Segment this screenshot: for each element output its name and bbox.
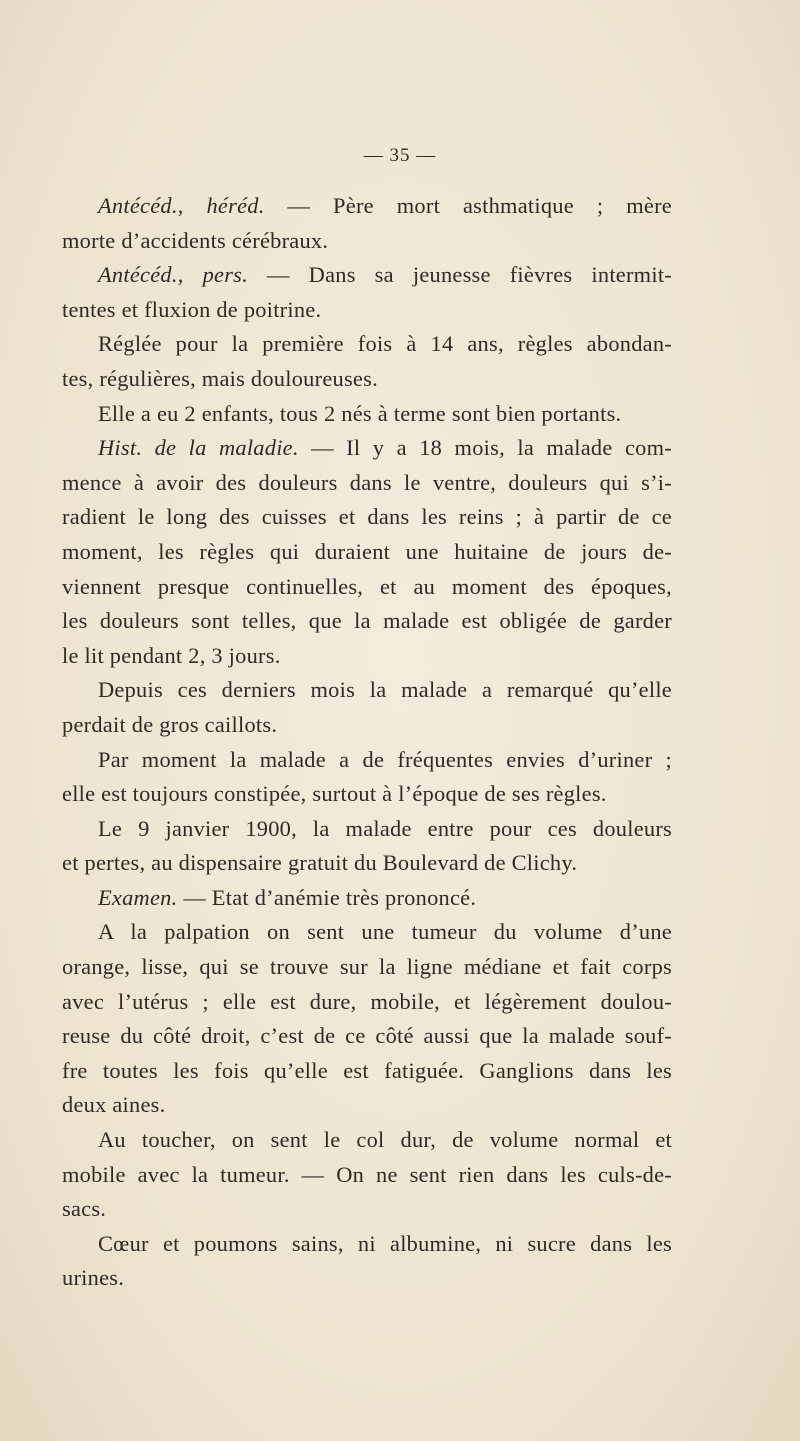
text-segment: deux aines.: [62, 1092, 166, 1118]
text-segment: avec l’utérus ; elle est dure, mobile, et légèrement doulou-: [62, 988, 672, 1014]
text-segment: — Dans sa jeunesse fièvres intermit-: [247, 262, 672, 288]
text-segment: et pertes, au dispensaire gratuit du Boulevard de Clichy.: [62, 850, 578, 876]
text-segment: perdait de gros caillots.: [62, 711, 278, 737]
text-line: [62, 985, 672, 1020]
text-segment: Par moment la malade a de fréquentes envies d’uriner ;: [98, 746, 672, 772]
text-segment: urines.: [62, 1265, 125, 1291]
text-line: [62, 950, 672, 985]
text-segment: Au toucher, on sent le col dur, de volume normal et: [98, 1127, 672, 1153]
text-line: [62, 846, 672, 881]
page-number: — 35 —: [363, 145, 437, 166]
text-line: [62, 1261, 672, 1296]
text-line: [62, 1019, 672, 1054]
text-line: [62, 604, 672, 639]
text-line: [62, 362, 672, 397]
text-segment: — Il y a 18 mois, la malade com-: [298, 435, 672, 461]
text-segment: tentes et fluxion de poitrine.: [62, 296, 322, 322]
text-segment: Elle a eu 2 enfants, tous 2 nés à terme sont bien portants.: [98, 400, 622, 426]
text-segment: mence à avoir des douleurs dans le ventre, douleurs qui s’i-: [62, 469, 672, 495]
text-line: [62, 1054, 672, 1089]
text-segment: fre toutes les fois qu’elle est fatiguée. Ganglions dans les: [62, 1057, 672, 1083]
text-segment: viennent presque continuelles, et au moment des époques,: [62, 573, 672, 599]
text-segment: morte d’accidents cérébraux.: [62, 227, 329, 253]
text-line: [62, 224, 672, 259]
text-line: [62, 466, 672, 501]
text-line: [62, 397, 672, 432]
text-line: [62, 431, 672, 466]
italic-heading: Antécéd., héréd.: [98, 193, 265, 218]
text-segment: tes, régulières, mais douloureuses.: [62, 365, 378, 391]
text-segment: mobile avec la tumeur. — On ne sent rien dans les culs-de-: [62, 1161, 672, 1187]
italic-heading: Hist. de la maladie.: [98, 435, 299, 461]
italic-heading: Antécéd., pers.: [98, 262, 248, 288]
text-line: [62, 570, 672, 605]
text-segment: radient le long des cuisses et dans les reins ; à partir de ce: [62, 504, 672, 530]
text-line: [62, 743, 672, 778]
text-line: [62, 639, 672, 674]
text-line: [62, 258, 672, 293]
text-line: [62, 777, 672, 812]
text-line: [62, 708, 672, 743]
text-segment: Le 9 janvier 1900, la malade entre pour ces douleurs: [98, 815, 672, 841]
body-text: [62, 189, 672, 1296]
text-line: [62, 293, 672, 328]
text-segment: Réglée pour la première fois à 14 ans, règles abondan-: [98, 331, 672, 357]
text-segment: sacs.: [62, 1196, 107, 1222]
text-segment: Cœur et poumons sains, ni albumine, ni sucre dans les: [98, 1230, 672, 1256]
text-segment: les douleurs sont telles, que la malade est obligée de garder: [62, 608, 672, 634]
text-segment: le lit pendant 2, 3 jours.: [62, 642, 281, 668]
text-line: [62, 1192, 672, 1227]
text-line: [62, 881, 672, 916]
text-segment: — Etat d’anémie très prononcé.: [177, 884, 477, 910]
text-segment: reuse du côté droit, c’est de ce côté aussi que la malade souf-: [62, 1023, 672, 1049]
text-line: [62, 1158, 672, 1193]
text-segment: Depuis ces derniers mois la malade a remarqué qu’elle: [98, 677, 672, 703]
text-line: [62, 1088, 672, 1123]
text-line: [62, 915, 672, 950]
text-line: [62, 1227, 672, 1262]
text-line: [62, 327, 672, 362]
text-segment: moment, les règles qui duraient une huitaine de jours de-: [62, 538, 672, 564]
text-line: [62, 1123, 672, 1158]
text-line: [62, 500, 672, 535]
text-segment: orange, lisse, qui se trouve sur la ligne médiane et fait corps: [62, 954, 672, 980]
text-line: [62, 189, 672, 224]
text-segment: elle est toujours constipée, surtout à l’époque de ses règles.: [62, 781, 607, 807]
text-segment: — Père mort asthmatique ; mère: [264, 193, 672, 218]
italic-heading: Examen.: [98, 884, 178, 910]
text-line: [62, 535, 672, 570]
text-segment: A la palpation on sent une tumeur du volume d’une: [98, 919, 672, 945]
text-line: [62, 673, 672, 708]
text-line: [62, 812, 672, 847]
